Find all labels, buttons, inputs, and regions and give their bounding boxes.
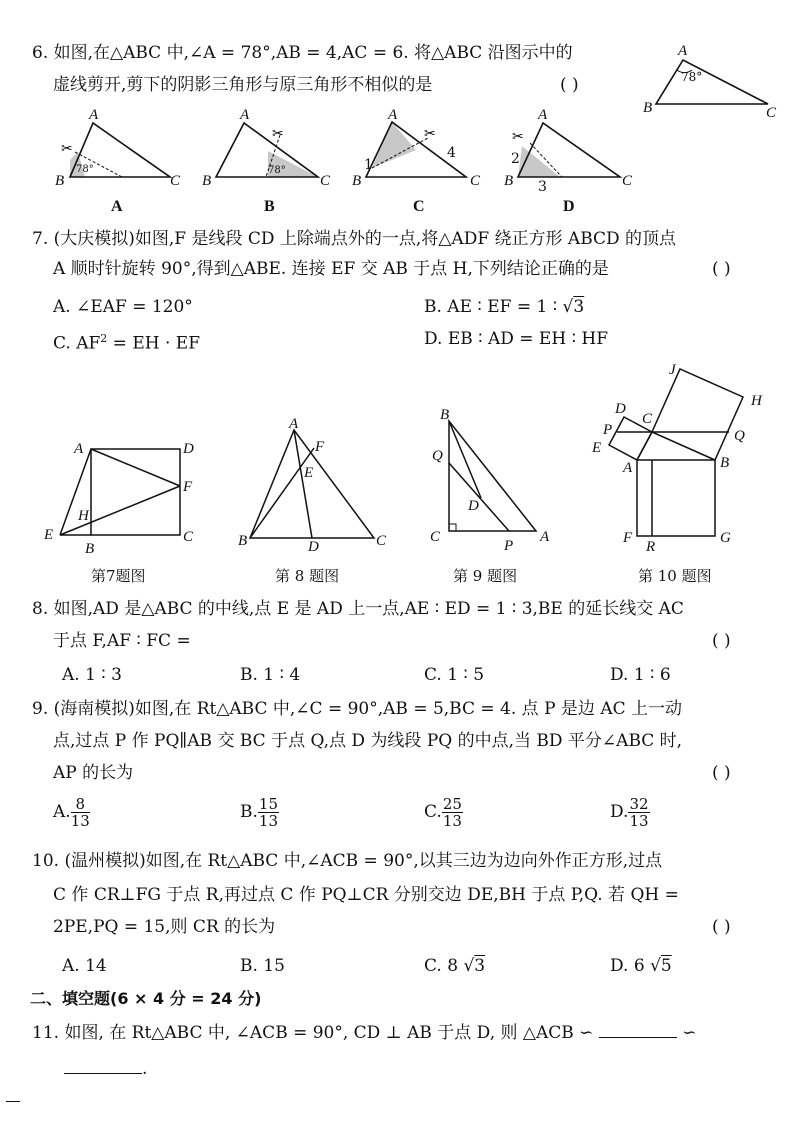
- f7-label-a: A: [74, 441, 84, 457]
- q8-line2: 于点 F,AF ∶ FC =: [53, 631, 191, 651]
- q9-line3: AP 的长为: [53, 763, 134, 783]
- figA-label-b: B: [55, 173, 65, 189]
- q9-option-a: A. $\frac{8}{13}$: [53, 795, 90, 830]
- f7-label-f: F: [183, 479, 193, 495]
- q10-option-d: D. 6 √5: [610, 956, 672, 976]
- q9-option-b: B. $\frac{15}{13}$: [240, 795, 278, 830]
- f8-label-f: F: [315, 439, 325, 455]
- f10-label-q: Q: [734, 428, 745, 444]
- q8-option-a: A. 1 ∶ 3: [62, 665, 122, 685]
- figA-angle: 78°: [76, 164, 94, 175]
- q6-answer-paren: ( ): [560, 75, 579, 95]
- main-label-a: A: [678, 43, 688, 59]
- q11-line1: 11. 如图, 在 Rt△ABC 中, ∠ACB = 90°, CD ⊥ AB 于点 D, 则 △ACB ∽ ∽: [32, 1023, 697, 1043]
- f7-label-b: B: [85, 541, 95, 557]
- figD-option-letter: D: [563, 198, 575, 215]
- q9-line1: 9. (海南模拟)如图,在 Rt△ABC 中,∠C = 90°,AB = 5,BC = 4. 点 P 是边 AC 上一动: [32, 699, 683, 719]
- f10-label-b: B: [720, 455, 730, 471]
- q6-line2: 虚线剪开,剪下的阴影三角形与原三角形不相似的是: [53, 75, 433, 95]
- f9-label-d: D: [468, 498, 479, 514]
- f10-label-p: P: [603, 422, 613, 438]
- figD-length-3: 3: [538, 179, 547, 195]
- figC-label-b: B: [352, 173, 362, 189]
- f7-caption: 第7题图: [91, 567, 146, 585]
- figC-label-c: C: [470, 173, 481, 189]
- scissors-icon: ✂: [512, 129, 524, 145]
- q7-answer-paren: ( ): [712, 259, 731, 279]
- f10-label-a: A: [623, 460, 633, 476]
- q10-line2: C 作 CR⊥FG 于点 R,再过点 C 作 PQ⊥CR 分别交边 DE,BH 于点 P,Q. 若 QH =: [53, 885, 679, 905]
- f7-label-e: E: [44, 527, 54, 543]
- f8-label-c: C: [376, 533, 387, 549]
- q8-answer-paren: ( ): [712, 631, 731, 651]
- main-label-c: C: [766, 105, 777, 121]
- f8-label-b: B: [238, 533, 248, 549]
- f10-label-d: D: [615, 401, 626, 417]
- scissors-icon: ✂: [424, 126, 436, 142]
- figC-length-1: 1: [364, 157, 373, 173]
- f7-label-h: H: [78, 508, 89, 524]
- q11-blank-1: [599, 1037, 677, 1038]
- q7-option-d: D. EB ∶ AD = EH ∶ HF: [424, 329, 609, 349]
- q10-option-b: B. 15: [240, 956, 285, 976]
- f9-caption: 第 9 题图: [453, 567, 518, 585]
- f10-label-g: G: [720, 530, 731, 546]
- figC-label-a: A: [388, 107, 398, 123]
- f10-label-e: E: [592, 440, 602, 456]
- f10-label-h: H: [751, 393, 762, 409]
- f8-caption: 第 8 题图: [275, 567, 340, 585]
- scissors-icon: ✂: [272, 126, 284, 142]
- figA-option-letter: A: [111, 198, 123, 215]
- scissors-icon: ✂: [61, 141, 73, 157]
- f9-label-c: C: [430, 529, 441, 545]
- q7-line1: 7. (大庆模拟)如图,F 是线段 CD 上除端点外的一点,将△ADF 绕正方形 ABCD 的顶点: [32, 229, 677, 249]
- f10-label-r: R: [646, 539, 656, 555]
- q8-option-c: C. 1 ∶ 5: [424, 665, 485, 685]
- main-angle-label: 78°: [681, 70, 703, 84]
- q7-line2: A 顺时针旋转 90°,得到△ABE. 连接 EF 交 AB 于点 H,下列结论正确的是: [53, 259, 609, 279]
- q7-option-b: B. AE ∶ EF = 1 ∶ √3: [424, 297, 585, 317]
- q10-option-c: C. 8 √3: [424, 956, 486, 976]
- q8-option-b: B. 1 ∶ 4: [240, 665, 301, 685]
- f10-caption: 第 10 题图: [638, 567, 712, 585]
- f7-label-c: C: [183, 529, 194, 545]
- figD-label-c: C: [622, 173, 633, 189]
- q11-line2: .: [64, 1058, 147, 1080]
- figB-option-letter: B: [264, 198, 275, 215]
- section-title: 二、填空题(6 × 4 分 = 24 分): [30, 989, 262, 1008]
- q11-blank-2: [64, 1073, 142, 1074]
- f9-label-b: B: [440, 407, 450, 423]
- f7-label-d: D: [183, 441, 194, 457]
- figA-label-c: C: [170, 173, 181, 189]
- q9-answer-paren: ( ): [712, 763, 731, 783]
- figB-label-c: C: [320, 173, 331, 189]
- q9-option-c: C. $\frac{25}{13}$: [424, 795, 462, 830]
- q7-option-c: C. $AF^2$ = EH · EF: [53, 332, 200, 354]
- figA-label-a: A: [89, 107, 99, 123]
- f10-label-c: C: [642, 411, 653, 427]
- main-label-b: B: [643, 100, 653, 116]
- figB-label-a: A: [240, 107, 250, 123]
- figD-length-2: 2: [511, 151, 520, 167]
- figC-option-letter: C: [413, 198, 425, 215]
- f8-label-a: A: [289, 416, 299, 432]
- f9-label-q: Q: [432, 448, 443, 464]
- figB-angle: 78°: [268, 165, 286, 176]
- q10-option-a: A. 14: [62, 956, 107, 976]
- f8-label-e: E: [304, 465, 314, 481]
- f8-label-d: D: [308, 539, 319, 555]
- q10-line1: 10. (温州模拟)如图,在 Rt△ABC 中,∠ACB = 90°,以其三边为边向外作正方形,过点: [32, 851, 663, 871]
- q10-answer-paren: ( ): [712, 917, 731, 937]
- q6-line1: 6. 如图,在△ABC 中,∠A = 78°,AB = 4,AC = 6. 将△ABC 沿图示中的: [32, 43, 573, 63]
- q9-option-d: D. $\frac{32}{13}$: [610, 795, 649, 830]
- f10-label-f: F: [623, 530, 633, 546]
- figC-length-4: 4: [447, 145, 456, 161]
- f9-label-p: P: [504, 538, 514, 554]
- q10-line3: 2PE,PQ = 15,则 CR 的长为: [53, 917, 276, 937]
- page-edge-mark: [6, 1101, 20, 1102]
- f9-label-a: A: [540, 529, 550, 545]
- q8-option-d: D. 1 ∶ 6: [610, 665, 671, 685]
- q8-line1: 8. 如图,AD 是△ABC 的中线,点 E 是 AD 上一点,AE ∶ ED = 1 ∶ 3,BE 的延长线交 AC: [32, 599, 684, 619]
- figD-label-b: B: [504, 173, 514, 189]
- figD-label-a: A: [538, 107, 548, 123]
- q9-line2: 点,过点 P 作 PQ∥AB 交 BC 于点 Q,点 D 为线段 PQ 的中点,当 BD 平分∠ABC 时,: [53, 731, 683, 751]
- f10-label-j: J: [669, 362, 676, 378]
- figB-label-b: B: [202, 173, 212, 189]
- q7-option-a: A. ∠EAF = 120°: [53, 297, 193, 317]
